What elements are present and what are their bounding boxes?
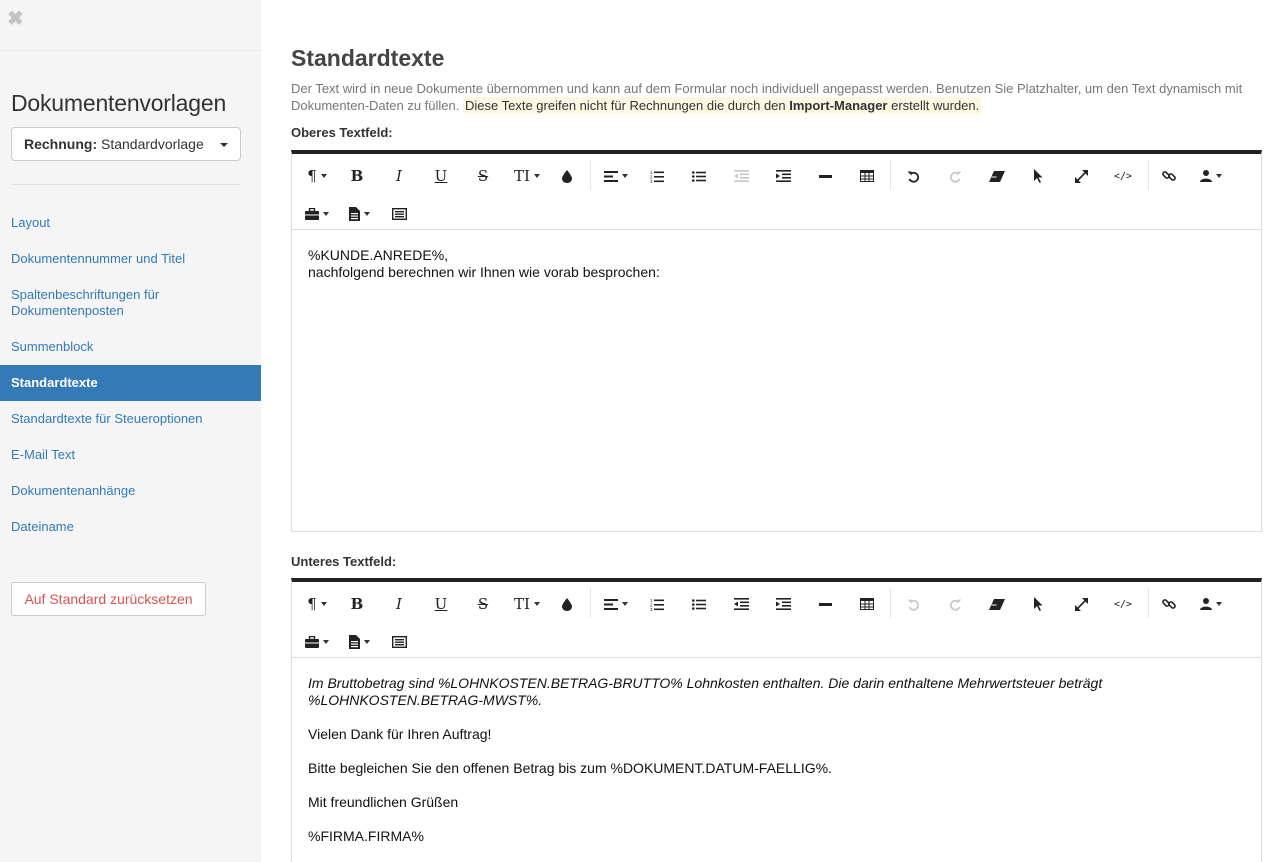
lower-editor xyxy=(291,578,1262,862)
user-placeholder-icon[interactable] xyxy=(1196,589,1226,619)
eraser-icon[interactable] xyxy=(982,161,1012,191)
sidebar-item-summenblock[interactable]: Summenblock xyxy=(11,339,94,354)
svg-text:3: 3 xyxy=(650,178,653,183)
lower-paragraph-4: Mit freundlichen Grüßen xyxy=(308,794,459,810)
unordered-list-icon[interactable] xyxy=(684,161,714,191)
document-placeholder-icon[interactable] xyxy=(344,199,374,229)
sidebar-item-spaltenbeschriftungen[interactable]: Spaltenbeschriftungen für Dokumentenposten xyxy=(11,287,160,318)
select-icon[interactable] xyxy=(1024,589,1054,619)
upper-editor xyxy=(291,150,1262,532)
strikethrough-icon[interactable]: S xyxy=(477,167,489,185)
sidebar xyxy=(0,0,261,862)
briefcase-placeholder-icon[interactable] xyxy=(302,199,332,229)
indent-icon[interactable] xyxy=(768,161,798,191)
lower-toolbar xyxy=(292,582,1261,658)
align-icon[interactable] xyxy=(601,589,631,619)
upper-line-2: nachfolgend berechnen wir Ihnen wie vorab besprochen: xyxy=(308,264,660,280)
toolbar-separator xyxy=(1148,588,1149,618)
svg-text:2: 2 xyxy=(650,174,653,179)
notice-pre: Diese Texte greifen nicht für Rechnungen die durch den xyxy=(465,98,790,113)
color-icon[interactable] xyxy=(552,589,582,619)
horizontal-rule-icon[interactable] xyxy=(810,589,840,619)
strikethrough-icon[interactable]: S xyxy=(477,595,489,613)
toolbar-separator xyxy=(890,588,891,618)
sidebar-item-standardtexte[interactable]: Standardtexte xyxy=(0,365,261,401)
horizontal-rule-icon[interactable] xyxy=(810,161,840,191)
toolbar-separator xyxy=(1148,160,1149,190)
close-icon[interactable]: ✖ xyxy=(7,8,24,30)
undo-icon[interactable] xyxy=(898,589,928,619)
ordered-list-icon[interactable] xyxy=(642,589,672,619)
import-notice xyxy=(463,97,981,114)
paragraph-icon[interactable]: ¶ xyxy=(302,161,332,191)
select-label-bold: Rechnung: xyxy=(24,136,98,152)
sidebar-item-layout[interactable]: Layout xyxy=(11,215,51,230)
paragraph-icon[interactable]: ¶ xyxy=(302,589,332,619)
sidebar-item-dateiname[interactable]: Dateiname xyxy=(11,519,74,534)
select-label-value: Standardvorlage xyxy=(97,136,204,152)
unordered-list-icon[interactable] xyxy=(684,589,714,619)
align-icon[interactable] xyxy=(601,161,631,191)
color-icon[interactable] xyxy=(552,161,582,191)
upper-toolbar xyxy=(292,154,1261,230)
svg-text:1: 1 xyxy=(650,169,653,175)
eraser-icon[interactable] xyxy=(982,589,1012,619)
page-title: Standardtexte xyxy=(291,45,445,71)
underline-icon[interactable]: U xyxy=(434,595,448,613)
divider xyxy=(0,50,261,51)
upper-field-label: Oberes Textfeld: xyxy=(291,125,393,140)
fullscreen-icon[interactable] xyxy=(1066,161,1096,191)
template-icon[interactable] xyxy=(384,627,414,657)
lower-paragraph-1: Im Bruttobetrag sind %LOHNKOSTEN.BETRAG-BRUTTO% Lohnkosten enthalten. Die darin enthaltene Mehrwertsteuer beträgt %LOHNKOSTEN.BETRAG-MWST%. xyxy=(308,675,1103,708)
lower-field-label: Unteres Textfeld: xyxy=(291,554,397,569)
outdent-icon[interactable] xyxy=(726,589,756,619)
indent-icon[interactable] xyxy=(768,589,798,619)
page-description xyxy=(291,80,1261,114)
user-placeholder-icon[interactable] xyxy=(1196,161,1226,191)
sidebar-nav xyxy=(0,205,261,545)
toolbar-separator xyxy=(590,160,591,190)
bold-icon[interactable]: B xyxy=(350,595,364,613)
svg-text:3: 3 xyxy=(650,606,653,611)
template-select[interactable] xyxy=(11,127,241,161)
lower-paragraph-2: Vielen Dank für Ihren Auftrag! xyxy=(308,726,492,742)
redo-icon[interactable] xyxy=(940,589,970,619)
outdent-icon[interactable] xyxy=(726,161,756,191)
sidebar-item-dokumentenanhaenge[interactable]: Dokumentenanhänge xyxy=(11,483,136,498)
notice-bold: Import-Manager xyxy=(789,98,888,113)
ordered-list-icon[interactable] xyxy=(642,161,672,191)
notice-post: erstellt wurden. xyxy=(887,98,980,113)
select-icon[interactable] xyxy=(1024,161,1054,191)
document-placeholder-icon[interactable] xyxy=(344,627,374,657)
code-view-icon[interactable]: </> xyxy=(1113,170,1133,182)
upper-editor-content[interactable] xyxy=(292,230,1261,298)
chevron-down-icon xyxy=(220,143,228,147)
sidebar-item-email-text[interactable]: E-Mail Text xyxy=(11,447,76,462)
italic-icon[interactable]: I xyxy=(396,595,402,613)
table-icon[interactable] xyxy=(852,589,882,619)
description-text: Der Text wird in neue Dokumente übernommen und kann auf dem Formular noch individuell angepasst werden. Benutzen Sie Platzhalter, um den Text dynamisch mit Dokumenten-Daten zu füllen. xyxy=(291,81,1243,113)
code-view-icon[interactable]: </> xyxy=(1113,598,1133,610)
svg-text:1: 1 xyxy=(650,597,653,603)
undo-icon[interactable] xyxy=(898,161,928,191)
link-icon[interactable] xyxy=(1154,589,1184,619)
sidebar-title: Dokumentenvorlagen xyxy=(11,90,227,116)
sidebar-item-steueroptionen[interactable]: Standardtexte für Steueroptionen xyxy=(11,411,203,426)
lower-editor-content[interactable] xyxy=(292,658,1261,862)
sidebar-item-dokumentennummer[interactable]: Dokumentennummer und Titel xyxy=(11,251,186,266)
toolbar-separator xyxy=(890,160,891,190)
fullscreen-icon[interactable] xyxy=(1066,589,1096,619)
reset-to-default-button[interactable]: Auf Standard zurücksetzen xyxy=(11,582,206,616)
toolbar-separator xyxy=(590,588,591,618)
underline-icon[interactable]: U xyxy=(434,167,448,185)
italic-icon[interactable]: I xyxy=(396,167,402,185)
divider xyxy=(11,184,240,185)
table-icon[interactable] xyxy=(852,161,882,191)
template-icon[interactable] xyxy=(384,199,414,229)
upper-line-1: %KUNDE.ANREDE%, xyxy=(308,247,449,263)
lower-paragraph-5: %FIRMA.FIRMA% xyxy=(308,828,424,844)
briefcase-placeholder-icon[interactable] xyxy=(302,627,332,657)
font-size-icon[interactable]: TI xyxy=(512,161,542,191)
link-icon[interactable] xyxy=(1154,161,1184,191)
bold-icon[interactable]: B xyxy=(350,167,364,185)
lower-paragraph-3: Bitte begleichen Sie den offenen Betrag bis zum %DOKUMENT.DATUM-FAELLIG%. xyxy=(308,760,832,776)
font-size-icon[interactable]: TI xyxy=(512,589,542,619)
redo-icon[interactable] xyxy=(940,161,970,191)
svg-text:2: 2 xyxy=(650,602,653,607)
